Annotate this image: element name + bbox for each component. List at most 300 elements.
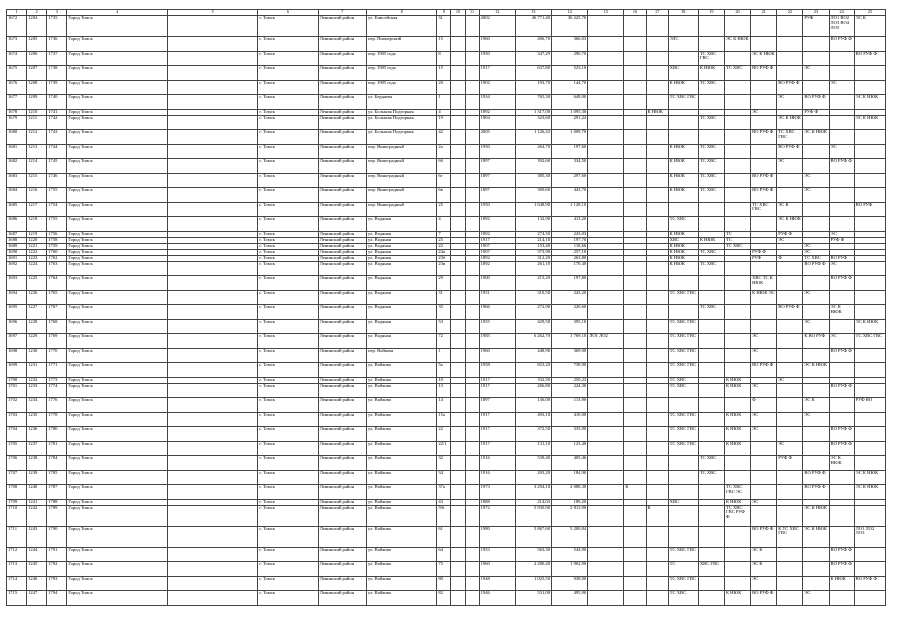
- table-cell: 373,90: [515, 249, 551, 255]
- table-cell: [451, 217, 465, 232]
- table-cell: 1: [437, 348, 451, 363]
- table-cell: 1917: [479, 412, 515, 427]
- table-cell: Город Томск: [67, 249, 168, 255]
- table-cell: 1 128,10: [552, 202, 588, 217]
- table-cell: 1238: [27, 456, 47, 471]
- table-cell: [777, 576, 803, 591]
- table-cell: [588, 319, 624, 334]
- table-row: [7, 441, 886, 456]
- table-cell: ВО РУФ Ф: [751, 130, 777, 145]
- table-cell: К НЮК: [724, 591, 750, 606]
- table-cell: 1234: [27, 398, 47, 413]
- table-cell: 531,00: [515, 591, 551, 606]
- table-cell: г. Томск: [258, 562, 318, 577]
- table-cell: г. Томск: [258, 80, 318, 95]
- table-cell: [465, 173, 479, 188]
- table-cell: Ленинский район: [318, 261, 366, 276]
- table-cell: [829, 398, 854, 413]
- table-cell: 1781: [47, 441, 67, 456]
- table-cell: [829, 217, 854, 232]
- table-cell: 1892: [479, 255, 515, 261]
- table-cell: ВО РУФ Ф: [829, 276, 854, 291]
- table-cell: [803, 80, 829, 95]
- table-cell: [624, 144, 646, 159]
- table-cell: 1243: [27, 526, 47, 547]
- table-cell: [829, 95, 854, 110]
- column-header: 14: [552, 10, 588, 16]
- table-cell: 1704: [7, 427, 27, 442]
- table-cell: ул. Водяная: [366, 261, 436, 276]
- column-header: 22: [777, 10, 803, 16]
- table-cell: 272,90: [515, 305, 551, 320]
- table-cell: [829, 130, 854, 145]
- table-cell: ЭС: [751, 109, 777, 115]
- table-cell: РУФ: [803, 16, 829, 37]
- table-cell: г. Томск: [258, 505, 318, 526]
- table-cell: 1 769,10: [552, 334, 588, 349]
- table-cell: ВО РУФ Ф: [777, 305, 803, 320]
- table-cell: [751, 505, 777, 526]
- table-cell: ЭС: [803, 412, 829, 427]
- table-cell: 290,70: [552, 51, 588, 66]
- table-cell: 1685: [7, 202, 27, 217]
- table-cell: 413,20: [552, 217, 588, 232]
- table-cell: [588, 188, 624, 203]
- table-cell: Ленинский район: [318, 249, 366, 255]
- table-cell: [854, 130, 885, 145]
- table-cell: 1 126,43: [515, 130, 551, 145]
- table-cell: 1 025,50: [515, 576, 551, 591]
- table-cell: [646, 348, 668, 363]
- table-cell: 1762: [47, 255, 67, 261]
- table-cell: ТС ХВС: [724, 66, 750, 81]
- table-cell: [724, 348, 750, 363]
- table-cell: г. Томск: [258, 470, 318, 485]
- table-cell: [668, 130, 698, 145]
- table-cell: [465, 363, 479, 378]
- table-cell: ул. Войкова: [366, 363, 436, 378]
- table-row: [7, 305, 886, 320]
- table-cell: 250,23: [552, 377, 588, 383]
- table-cell: 1208: [27, 80, 47, 95]
- table-cell: [588, 130, 624, 145]
- table-cell: 1205: [27, 37, 47, 52]
- table-cell: 2 813,90: [552, 505, 588, 526]
- table-cell: Ленинский район: [318, 51, 366, 66]
- table-cell: [854, 441, 885, 456]
- table-cell: [451, 173, 465, 188]
- table-cell: 637,80: [515, 66, 551, 81]
- table-cell: [646, 16, 668, 37]
- table-cell: Город Томск: [67, 80, 168, 95]
- table-cell: 59г: [437, 505, 451, 526]
- table-cell: [698, 383, 724, 398]
- table-cell: Ф: [751, 398, 777, 413]
- table-cell: 5 930,90: [515, 505, 551, 526]
- table-cell: [167, 95, 258, 110]
- table-cell: [829, 363, 854, 378]
- table-cell: 1696: [7, 319, 27, 334]
- table-cell: ЭС: [803, 243, 829, 249]
- table-cell: К НЮК: [668, 159, 698, 174]
- table-cell: [624, 66, 646, 81]
- table-cell: Ленинский район: [318, 485, 366, 500]
- table-cell: г. Томск: [258, 383, 318, 398]
- table-cell: [751, 456, 777, 471]
- table-cell: 1768: [47, 319, 67, 334]
- column-header: 8: [366, 10, 436, 16]
- table-cell: [465, 427, 479, 442]
- table-cell: Ленинский район: [318, 80, 366, 95]
- table-cell: 1789: [47, 505, 67, 526]
- table-cell: 1224: [27, 261, 47, 276]
- table-cell: 1233: [27, 383, 47, 398]
- table-cell: [668, 470, 698, 485]
- table-cell: [803, 276, 829, 291]
- table-cell: [854, 66, 885, 81]
- table-cell: [646, 95, 668, 110]
- table-cell: 1739: [47, 80, 67, 95]
- table-cell: [751, 144, 777, 159]
- table-cell: К НЮК: [646, 109, 668, 115]
- table-cell: [854, 37, 885, 52]
- table-cell: [588, 470, 624, 485]
- table-cell: ТС ХВС ГВС: [668, 412, 698, 427]
- table-cell: 1240: [27, 485, 47, 500]
- table-cell: 312,20: [515, 255, 551, 261]
- table-cell: 23б: [437, 255, 451, 261]
- table-cell: 1237: [27, 441, 47, 456]
- table-cell: Ф: [777, 255, 803, 261]
- table-cell: Ленинский район: [318, 159, 366, 174]
- table-cell: 1227: [27, 305, 47, 320]
- table-cell: 392,60: [515, 159, 551, 174]
- table-cell: [803, 427, 829, 442]
- table-cell: ТС ХВС: [668, 377, 698, 383]
- table-cell: 1709: [7, 499, 27, 505]
- table-cell: 1953: [479, 547, 515, 562]
- table-cell: 29: [437, 276, 451, 291]
- table-cell: [646, 51, 668, 66]
- table-cell: 429,50: [515, 319, 551, 334]
- table-cell: 1215: [27, 173, 47, 188]
- table-cell: 4: [437, 109, 451, 115]
- table-cell: [167, 456, 258, 471]
- table-cell: [451, 95, 465, 110]
- table-cell: 1226: [27, 290, 47, 305]
- table-row: [7, 115, 886, 130]
- table-cell: [854, 188, 885, 203]
- table-cell: 395,10: [552, 319, 588, 334]
- table-cell: Город Томск: [67, 37, 168, 52]
- table-cell: [624, 202, 646, 217]
- table-cell: 1917: [479, 383, 515, 398]
- table-cell: [624, 95, 646, 110]
- table-cell: [624, 334, 646, 349]
- table-cell: 1207: [27, 66, 47, 81]
- table-cell: [624, 159, 646, 174]
- table-cell: [451, 526, 465, 547]
- table-cell: К ВО РУФ: [803, 334, 829, 349]
- table-cell: [829, 470, 854, 485]
- table-cell: 75: [437, 562, 451, 577]
- table-cell: 1213: [27, 144, 47, 159]
- table-cell: [777, 334, 803, 349]
- table-cell: 1888: [479, 499, 515, 505]
- table-row: [7, 412, 886, 427]
- table-cell: ХВС: [668, 499, 698, 505]
- table-cell: ВО РУФ: [829, 255, 854, 261]
- table-cell: 1 009,70: [552, 130, 588, 145]
- table-cell: 220,60: [552, 305, 588, 320]
- table-cell: [724, 16, 750, 37]
- table-cell: 1217: [27, 202, 47, 217]
- table-cell: 1229: [27, 334, 47, 349]
- table-cell: ЭС К: [803, 398, 829, 413]
- table-cell: Ленинский район: [318, 398, 366, 413]
- table-cell: [167, 412, 258, 427]
- table-cell: [451, 144, 465, 159]
- table-cell: 46 771,40: [515, 16, 551, 37]
- table-cell: 1218: [27, 217, 47, 232]
- table-cell: 215,20: [515, 276, 551, 291]
- table-cell: 13: [437, 383, 451, 398]
- table-cell: ТС ХВС ГВС: [668, 348, 698, 363]
- table-cell: Город Томск: [67, 441, 168, 456]
- table-cell: [451, 188, 465, 203]
- table-cell: [588, 290, 624, 305]
- table-cell: ВО РУФ Ф: [829, 159, 854, 174]
- table-cell: 1216: [27, 188, 47, 203]
- table-cell: [465, 576, 479, 591]
- table-cell: [167, 319, 258, 334]
- table-cell: Город Томск: [67, 576, 168, 591]
- column-header: 16: [624, 10, 646, 16]
- table-cell: 1211: [27, 115, 47, 130]
- table-cell: [646, 319, 668, 334]
- table-cell: [777, 290, 803, 305]
- table-cell: К НЮК: [724, 441, 750, 456]
- table-cell: г. Томск: [258, 173, 318, 188]
- table-row: [7, 427, 886, 442]
- table-cell: [777, 562, 803, 577]
- table-cell: К: [646, 505, 668, 526]
- table-cell: [724, 526, 750, 547]
- table-cell: [624, 16, 646, 37]
- table-row: [7, 383, 886, 398]
- table-cell: [167, 562, 258, 577]
- table-cell: г. Томск: [258, 51, 318, 66]
- table-cell: [588, 95, 624, 110]
- table-cell: 347,29: [515, 51, 551, 66]
- table-cell: Город Томск: [67, 412, 168, 427]
- table-cell: Ленинский район: [318, 427, 366, 442]
- table-cell: 291,24: [552, 115, 588, 130]
- table-cell: г. Томск: [258, 547, 318, 562]
- table-cell: 1950: [479, 202, 515, 217]
- table-cell: ЭС К НЮК: [854, 115, 885, 130]
- table-cell: [588, 562, 624, 577]
- table-cell: г. Томск: [258, 109, 318, 115]
- table-cell: 1951: [479, 290, 515, 305]
- table-cell: 1743: [47, 130, 67, 145]
- table-cell: РУФ Ф: [829, 237, 854, 243]
- table-cell: 1744: [47, 144, 67, 159]
- table-cell: ТС ХВС: [698, 115, 724, 130]
- table-row: [7, 159, 886, 174]
- table-cell: 5 867,60: [515, 526, 551, 547]
- table-cell: ЭС: [829, 261, 854, 276]
- table-cell: 406,70: [515, 37, 551, 52]
- table-cell: Ленинский район: [318, 526, 366, 547]
- table-cell: [751, 485, 777, 500]
- table-cell: [724, 470, 750, 485]
- table-cell: 1244: [27, 547, 47, 562]
- table-cell: 32: [437, 456, 451, 471]
- table-cell: [668, 276, 698, 291]
- table-cell: [646, 217, 668, 232]
- table-cell: [777, 173, 803, 188]
- table-cell: Ленинский район: [318, 66, 366, 81]
- table-cell: Город Томск: [67, 130, 168, 145]
- table-cell: Город Томск: [67, 237, 168, 243]
- table-cell: [698, 348, 724, 363]
- table-cell: ТС ХВС ГВС: [668, 334, 698, 349]
- table-cell: 1689: [7, 243, 27, 249]
- table-cell: [646, 526, 668, 547]
- table-cell: [451, 441, 465, 456]
- table-cell: [698, 398, 724, 413]
- table-cell: [646, 383, 668, 398]
- table-cell: 1934: [479, 95, 515, 110]
- table-cell: 1950: [479, 144, 515, 159]
- table-cell: ВО РУФ Ф: [829, 348, 854, 363]
- table-cell: [465, 348, 479, 363]
- table-cell: [829, 505, 854, 526]
- table-cell: ЭС К НЮК: [854, 319, 885, 334]
- table-cell: [803, 562, 829, 577]
- table-cell: Ленинский район: [318, 290, 366, 305]
- table-cell: Город Томск: [67, 51, 168, 66]
- table-cell: ТС ХВС ГВС: [668, 441, 698, 456]
- table-cell: [777, 37, 803, 52]
- table-cell: 1710: [7, 505, 27, 526]
- table-cell: Город Томск: [67, 334, 168, 349]
- table-cell: Город Томск: [67, 243, 168, 249]
- table-cell: РУФ Ф: [803, 109, 829, 115]
- table-cell: г. Томск: [258, 37, 318, 52]
- table-cell: 1707: [7, 470, 27, 485]
- table-row: [7, 130, 886, 145]
- table-row: [7, 348, 886, 363]
- table-cell: 1773: [47, 377, 67, 383]
- table-cell: 1907: [479, 249, 515, 255]
- table-cell: ЭС К НЮК: [803, 363, 829, 378]
- table-cell: г. Томск: [258, 243, 318, 249]
- table-cell: ТС ХВС: [698, 173, 724, 188]
- table-cell: [668, 485, 698, 500]
- table-cell: Ленинский район: [318, 499, 366, 505]
- table-cell: ЭС: [751, 427, 777, 442]
- table-cell: г. Томск: [258, 217, 318, 232]
- table-cell: ЭС: [803, 249, 829, 255]
- table-cell: [724, 290, 750, 305]
- table-cell: ТС ХВС ГВС: [668, 547, 698, 562]
- table-cell: 1209: [27, 95, 47, 110]
- table-cell: [588, 144, 624, 159]
- table-cell: Ленинский район: [318, 231, 366, 237]
- table-cell: [646, 562, 668, 577]
- table-cell: [854, 427, 885, 442]
- table-cell: г. Томск: [258, 499, 318, 505]
- table-cell: ЭС: [777, 441, 803, 456]
- table-cell: Город Томск: [67, 255, 168, 261]
- table-cell: К НЮК: [668, 243, 698, 249]
- table-cell: ТС ХВС ГВС: [668, 290, 698, 305]
- table-cell: [646, 398, 668, 413]
- table-cell: Ленинский район: [318, 363, 366, 378]
- table-cell: [668, 115, 698, 130]
- table-cell: 1693: [7, 276, 27, 291]
- table-cell: [465, 334, 479, 349]
- table-cell: 1917: [479, 66, 515, 81]
- table-cell: [624, 547, 646, 562]
- table-cell: [829, 290, 854, 305]
- table-cell: ВО РУФ Ф: [751, 173, 777, 188]
- table-cell: [668, 505, 698, 526]
- table-cell: ЭС К НЮК: [829, 456, 854, 471]
- table-cell: [829, 526, 854, 547]
- table-cell: 1765: [47, 290, 67, 305]
- table-cell: ул. Водяная: [366, 217, 436, 232]
- table-cell: 1699: [7, 363, 27, 378]
- table-cell: [829, 202, 854, 217]
- table-cell: [777, 261, 803, 276]
- table-cell: [588, 547, 624, 562]
- table-cell: ЭС К НЮК: [777, 115, 803, 130]
- table-cell: [854, 276, 885, 291]
- table-cell: [465, 456, 479, 471]
- table-cell: [646, 576, 668, 591]
- table-cell: Ленинский район: [318, 334, 366, 349]
- table-cell: [167, 159, 258, 174]
- table-cell: [751, 217, 777, 232]
- table-cell: ВО РУФ Ф: [854, 51, 885, 66]
- table-cell: г. Томск: [258, 276, 318, 291]
- table-cell: 1756: [47, 231, 67, 237]
- table-cell: ВО РУФ Ф: [803, 485, 829, 500]
- column-header: 6: [258, 10, 318, 16]
- table-cell: [588, 591, 624, 606]
- table-cell: [698, 95, 724, 110]
- column-header: 19: [698, 10, 724, 16]
- table-cell: [624, 290, 646, 305]
- table-cell: [646, 80, 668, 95]
- table-cell: [646, 290, 668, 305]
- table-cell: [465, 591, 479, 606]
- table-cell: [624, 51, 646, 66]
- table-cell: [724, 334, 750, 349]
- table-cell: ТС ХВС ГВС: [668, 95, 698, 110]
- table-cell: [588, 427, 624, 442]
- table-cell: [724, 576, 750, 591]
- table-cell: [751, 319, 777, 334]
- table-cell: ЭС К НЮК: [854, 485, 885, 500]
- table-cell: [724, 305, 750, 320]
- table-cell: К НЮК: [724, 499, 750, 505]
- table-cell: 6б: [437, 159, 451, 174]
- table-cell: 1738: [47, 66, 67, 81]
